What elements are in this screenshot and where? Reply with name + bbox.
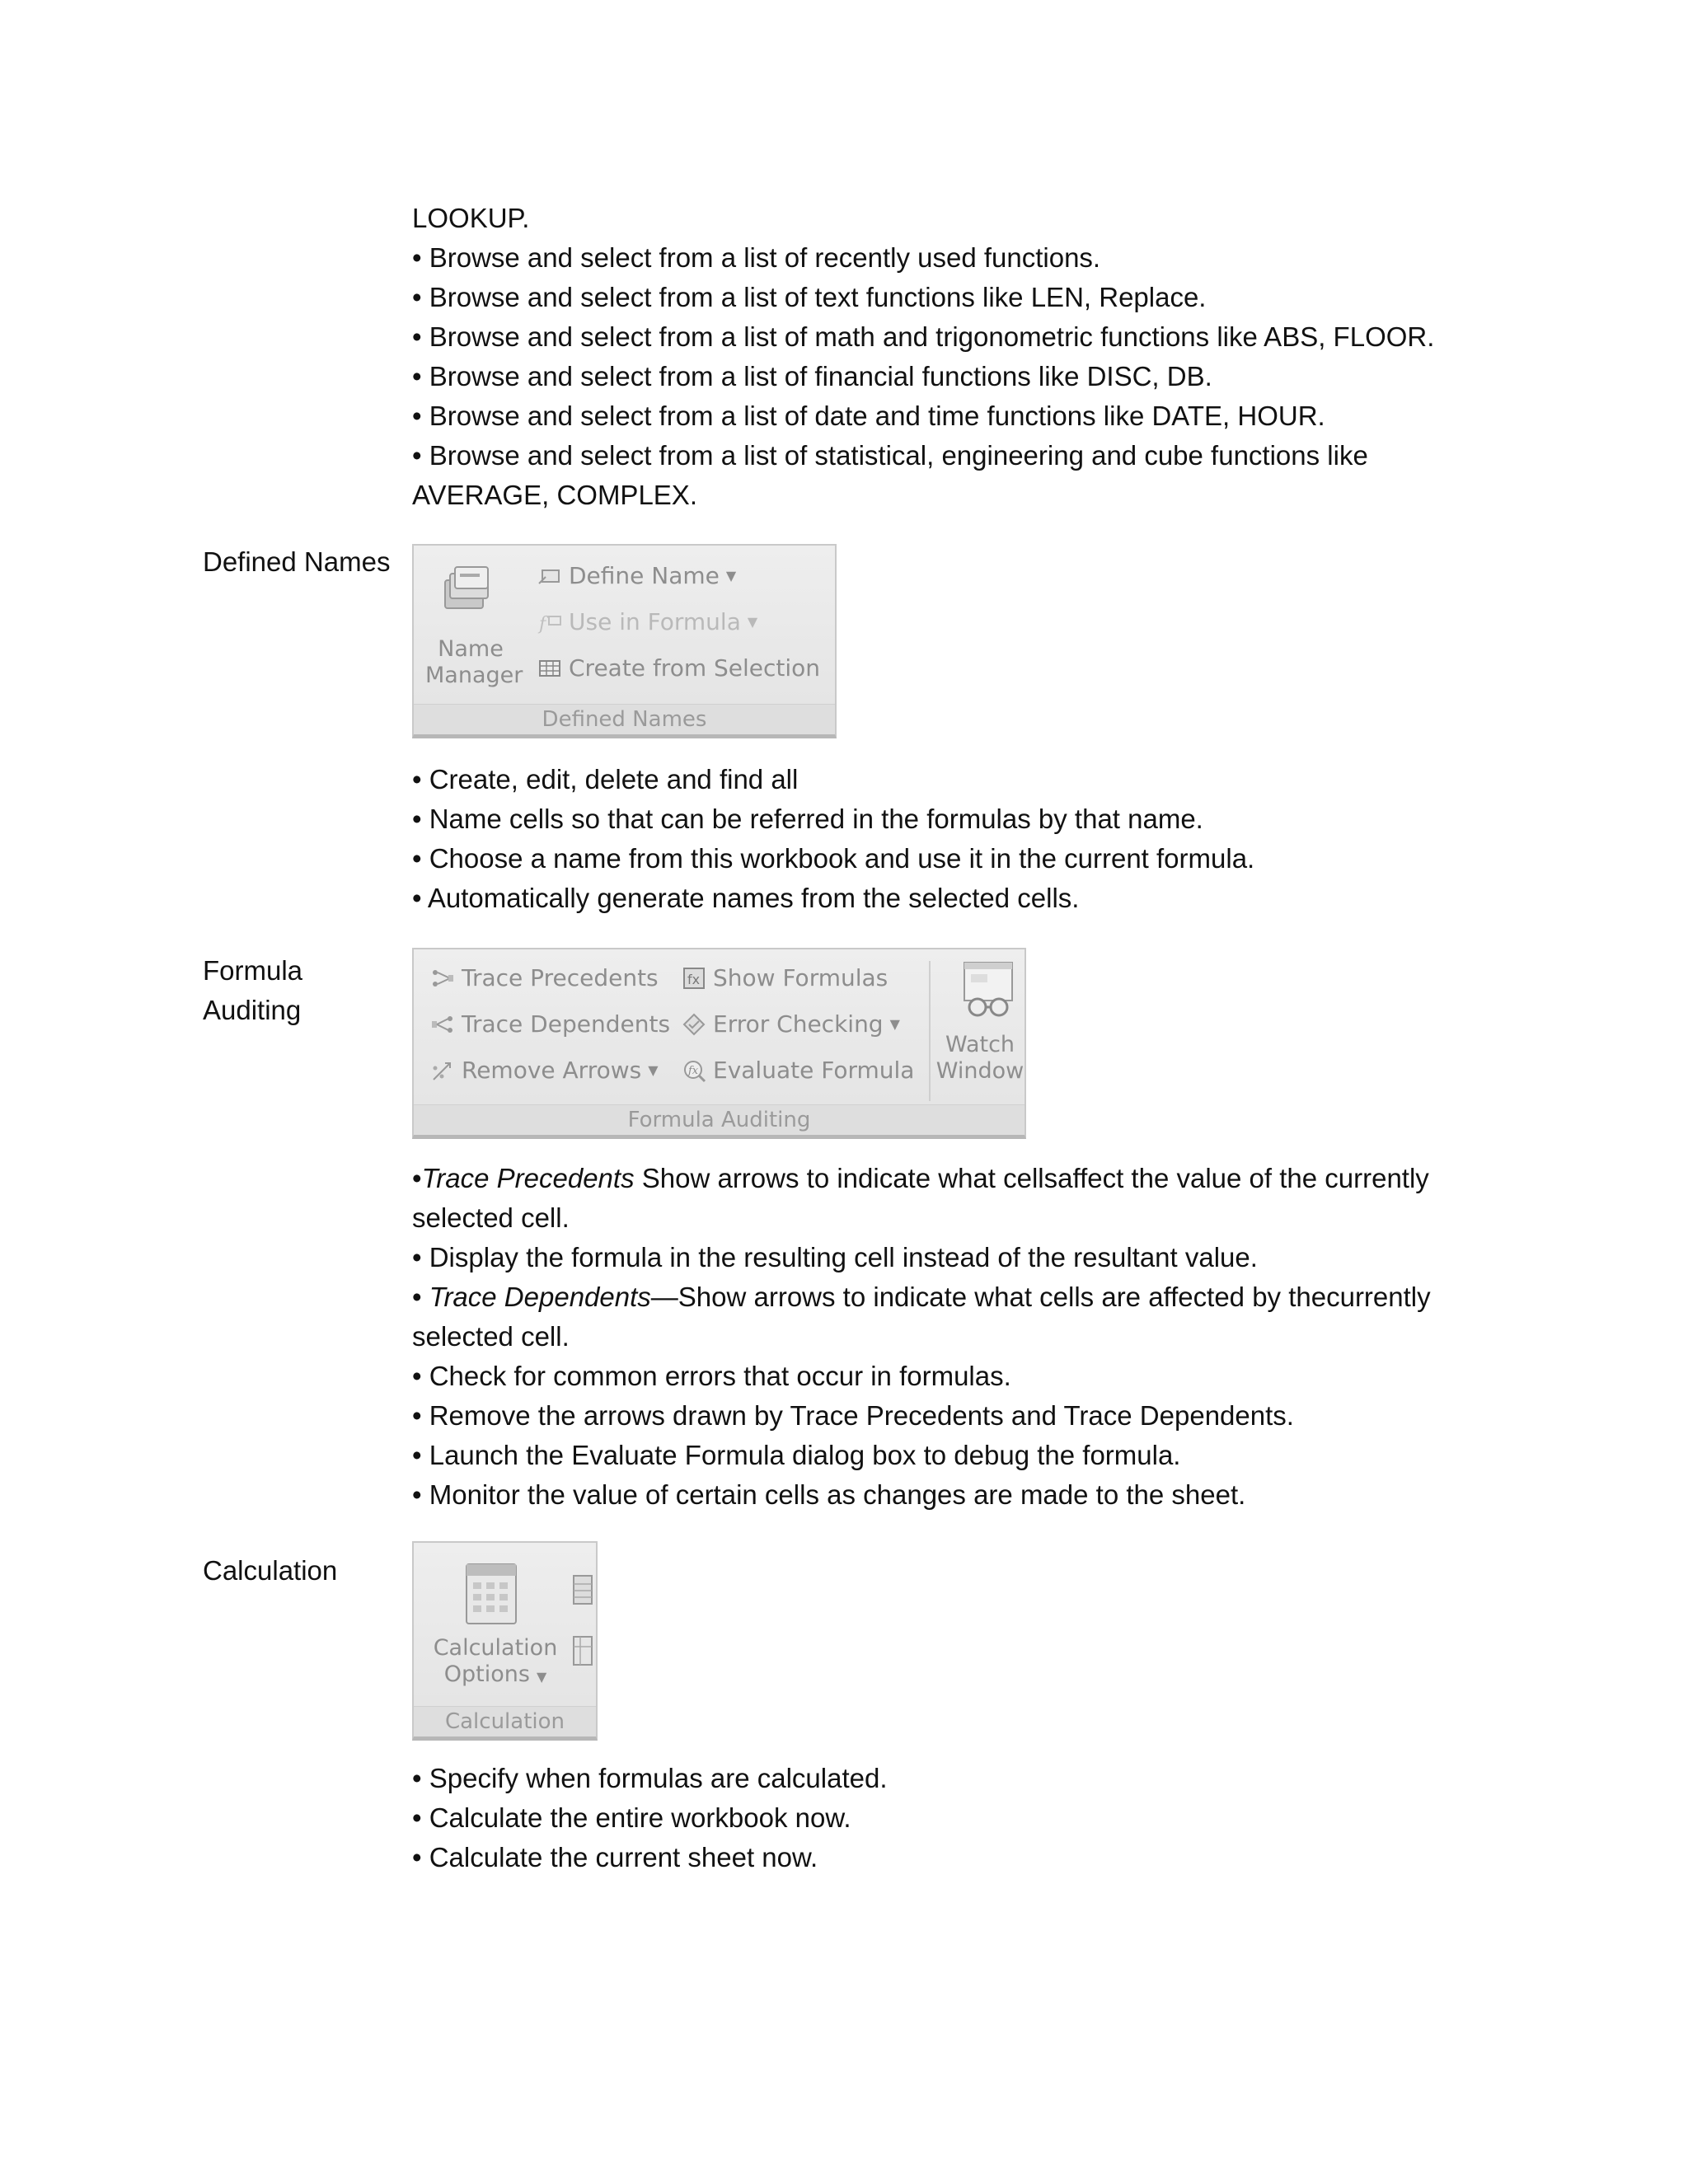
watch-window-icon bbox=[959, 961, 1017, 1024]
watch-window-button[interactable] bbox=[935, 1032, 1025, 1085]
watch-window-label-2: Window bbox=[935, 1058, 1025, 1084]
show-formulas-button[interactable] bbox=[682, 964, 888, 991]
label-line: Auditing bbox=[203, 995, 302, 1025]
section-label-defined-names: Defined Names bbox=[203, 546, 391, 577]
text-line: • Browse and select from a list of date and time functions like DATE, HOUR. bbox=[412, 401, 1325, 431]
text-line: • Browse and select from a list of math and trigonometric functions like ABS, FLOOR. bbox=[412, 321, 1435, 352]
svg-text:f: f bbox=[539, 613, 546, 635]
evaluate-formula-button[interactable] bbox=[682, 1057, 914, 1084]
calculation-options-label-1: Calculation bbox=[433, 1635, 558, 1661]
trace-dependents-term: Trace Dependents bbox=[429, 1282, 651, 1312]
text-line: AVERAGE, COMPLEX. bbox=[412, 480, 697, 510]
calculate-sheet-icon[interactable] bbox=[569, 1635, 593, 1668]
ribbon-group-caption: Formula Auditing bbox=[414, 1104, 1025, 1135]
ribbon-group-caption: Calculation bbox=[414, 1706, 596, 1736]
function-icon bbox=[537, 610, 562, 635]
name-manager-label-2: Manager bbox=[425, 663, 523, 688]
chevron-down-icon: ▼ bbox=[747, 614, 758, 630]
trace-precedents-term: Trace Precedents bbox=[421, 1163, 635, 1193]
text-line: • Monitor the value of certain cells as changes are made to the sheet. bbox=[412, 1479, 1246, 1510]
remove-arrows-label: Remove Arrows bbox=[462, 1057, 642, 1084]
create-from-selection-button[interactable] bbox=[537, 654, 820, 682]
text-line: • Create, edit, delete and find all bbox=[412, 764, 799, 794]
error-checking-label: Error Checking bbox=[713, 1010, 884, 1038]
calculation-description bbox=[412, 1759, 1484, 1877]
define-name-button[interactable] bbox=[537, 562, 736, 589]
calculation-options-label-2 bbox=[425, 1661, 565, 1690]
text-line: • Browse and select from a list of statistical, engineering and cube functions like bbox=[412, 440, 1368, 471]
calculation-ribbon-group bbox=[412, 1541, 598, 1741]
calculation-options-icon bbox=[463, 1558, 521, 1627]
text-line: • Remove the arrows drawn by Trace Precedents and Trace Dependents. bbox=[412, 1400, 1294, 1431]
chevron-down-icon: ▼ bbox=[725, 568, 737, 583]
calculation-options-label-2-text: Options bbox=[443, 1661, 530, 1687]
use-in-formula-button[interactable] bbox=[537, 608, 757, 635]
defined-names-description bbox=[412, 760, 1484, 918]
text-line: • Launch the Evaluate Formula dialog box to debug the formula. bbox=[412, 1440, 1181, 1470]
defined-names-ribbon-group bbox=[412, 544, 837, 738]
text-line: • Display the formula in the resulting cell instead of the resultant value. bbox=[412, 1242, 1258, 1272]
text-line: • Name cells so that can be referred in the formulas by that name. bbox=[412, 804, 1203, 834]
text-line: selected cell. bbox=[412, 1321, 570, 1352]
trace-dependents-button[interactable] bbox=[430, 1010, 670, 1038]
text-line: • Calculate the current sheet now. bbox=[412, 1842, 818, 1872]
ribbon-divider bbox=[929, 961, 931, 1101]
text-line: • Automatically generate names from the selected cells. bbox=[412, 883, 1080, 913]
formula-auditing-ribbon-group bbox=[412, 948, 1026, 1139]
text-line: LOOKUP. bbox=[412, 203, 530, 233]
text-line: • Trace Dependents—Show arrows to indicate what cells are affected by thecurrently bbox=[412, 1282, 1431, 1312]
text-line: • Browse and select from a list of recently used functions. bbox=[412, 242, 1101, 273]
section-label-calculation: Calculation bbox=[203, 1555, 338, 1586]
calculate-now-icon[interactable] bbox=[569, 1574, 593, 1607]
ribbon-group-caption: Defined Names bbox=[414, 704, 835, 734]
error-checking-button[interactable] bbox=[682, 1010, 900, 1038]
remove-arrows-icon bbox=[430, 1058, 455, 1083]
text-line: • Specify when formulas are calculated. bbox=[412, 1763, 888, 1793]
use-in-formula-label: Use in Formula bbox=[569, 608, 741, 635]
formula-auditing-description bbox=[412, 1159, 1484, 1515]
text-line: •Trace Precedents Show arrows to indicate what cellsaffect the value of the currently bbox=[412, 1163, 1429, 1193]
svg-text:fx: fx bbox=[688, 1064, 699, 1077]
name-manager-icon bbox=[438, 564, 496, 613]
trace-dependents-label: Trace Dependents bbox=[462, 1010, 671, 1038]
text-line: • Check for common errors that occur in formulas. bbox=[412, 1361, 1011, 1391]
trace-precedents-label: Trace Precedents bbox=[462, 964, 659, 991]
show-formulas-label: Show Formulas bbox=[713, 964, 889, 991]
show-formulas-icon bbox=[682, 966, 706, 991]
text-line: • Calculate the entire workbook now. bbox=[412, 1802, 851, 1833]
remove-arrows-button[interactable] bbox=[430, 1057, 659, 1084]
label-line: Formula bbox=[203, 955, 303, 986]
error-checking-icon bbox=[682, 1012, 706, 1037]
function-library-list bbox=[412, 199, 1484, 515]
text-span: —Show arrows to indicate what cells are affected by thecurrently bbox=[650, 1282, 1431, 1312]
section-label-formula-auditing bbox=[203, 951, 302, 1030]
chevron-down-icon: ▼ bbox=[648, 1062, 659, 1078]
svg-text:fx: fx bbox=[687, 971, 701, 987]
name-manager-button[interactable] bbox=[425, 636, 523, 689]
watch-window-label-1: Watch bbox=[945, 1032, 1015, 1057]
text-line: • Choose a name from this workbook and use it in the current formula. bbox=[412, 843, 1255, 874]
chevron-down-icon: ▼ bbox=[889, 1016, 900, 1032]
evaluate-formula-icon bbox=[682, 1058, 706, 1083]
trace-precedents-icon bbox=[430, 966, 455, 991]
text-span: Show arrows to indicate what cellsaffect the value of the currently bbox=[634, 1163, 1429, 1193]
name-manager-label-1: Name bbox=[438, 636, 504, 662]
text-line: • Browse and select from a list of financial functions like DISC, DB. bbox=[412, 361, 1212, 391]
grid-icon bbox=[537, 656, 562, 681]
define-name-label: Define Name bbox=[569, 562, 720, 589]
calculation-options-button[interactable] bbox=[425, 1635, 565, 1690]
define-name-icon bbox=[537, 564, 562, 588]
text-line: • Browse and select from a list of text functions like LEN, Replace. bbox=[412, 282, 1207, 312]
text-line: selected cell. bbox=[412, 1202, 570, 1233]
create-from-selection-label: Create from Selection bbox=[569, 654, 821, 682]
chevron-down-icon: ▼ bbox=[536, 1669, 547, 1685]
trace-dependents-icon bbox=[430, 1012, 455, 1037]
evaluate-formula-label: Evaluate Formula bbox=[713, 1057, 915, 1084]
trace-precedents-button[interactable] bbox=[430, 964, 659, 991]
